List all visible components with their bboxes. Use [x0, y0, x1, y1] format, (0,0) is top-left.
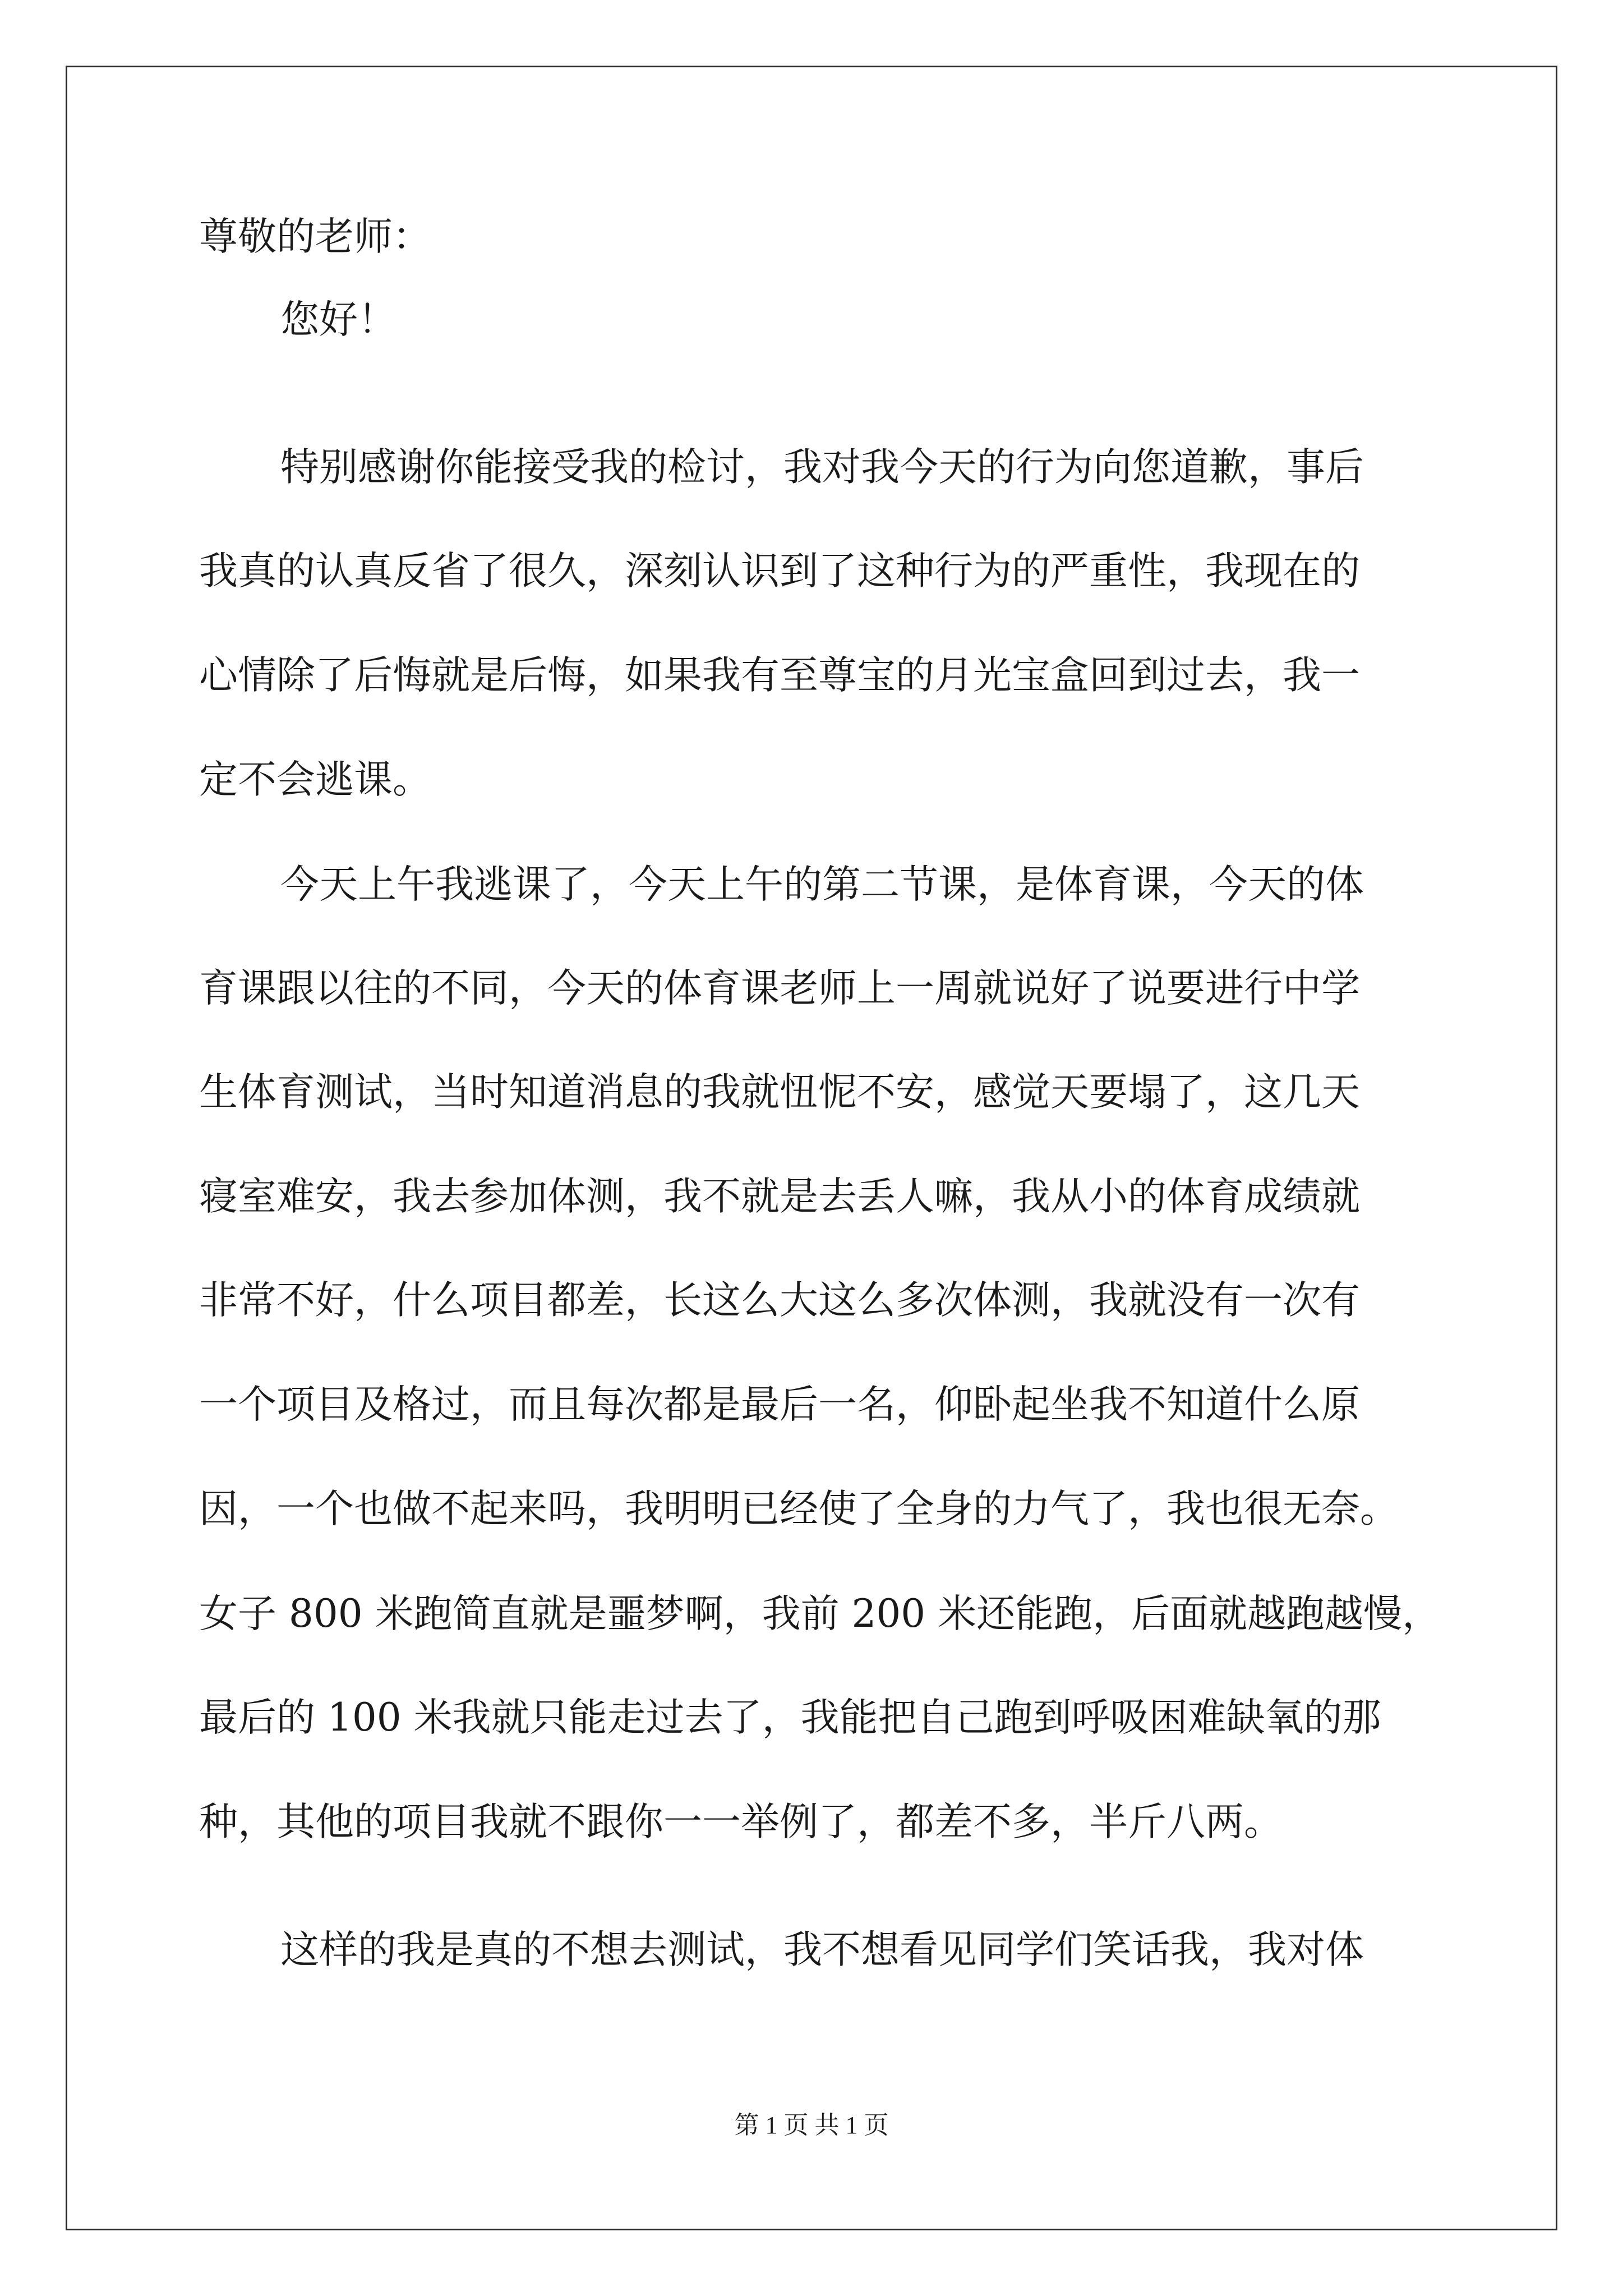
paragraph-line: 心情除了后悔就是后悔，如果我有至尊宝的月光宝盒回到过去，我一	[199, 653, 1360, 698]
page-number-footer: 第 1 页 共 1 页	[734, 2111, 889, 2139]
salutation: 尊敬的老师：	[199, 214, 431, 259]
paragraph-line: 因，一个也做不起来吗，我明明已经使了全身的力气了，我也很无奈。	[199, 1487, 1399, 1531]
paragraph-line: 这样的我是真的不想去测试，我不想看见同学们笑话我，我对体	[280, 1927, 1364, 1972]
paragraph-line: 最后的 100 米我就只能走过去了，我能把自己跑到呼吸困难缺氧的那	[199, 1695, 1381, 1740]
page-border	[66, 66, 1557, 2230]
paragraph-line: 定不会逃课。	[199, 757, 431, 802]
paragraph-line: 特别感谢你能接受我的检讨，我对我今天的行为向您道歉，事后	[280, 445, 1364, 490]
paragraph-line: 育课跟以往的不同，今天的体育课老师上一周就说好了说要进行中学	[199, 966, 1360, 1011]
greeting: 您好！	[280, 297, 396, 342]
paragraph-line: 女子 800 米跑简直就是噩梦啊，我前 200 米还能跑，后面就越跑越慢，	[199, 1591, 1441, 1636]
paragraph-line: 今天上午我逃课了，今天上午的第二节课，是体育课，今天的体	[280, 862, 1364, 907]
paragraph-line: 种，其他的项目我就不跟你一一举例了，都差不多，半斤八两。	[199, 1800, 1283, 1844]
paragraph-line: 生体育测试，当时知道消息的我就忸怩不安，感觉天要塌了，这几天	[199, 1070, 1360, 1115]
paragraph-line: 一个项目及格过，而且每次都是最后一名，仰卧起坐我不知道什么原	[199, 1382, 1360, 1427]
paragraph-line: 非常不好，什么项目都差，长这么大这么多次体测，我就没有一次有	[199, 1278, 1360, 1323]
paragraph-line: 寝室难安，我去参加体测，我不就是去丢人嘛，我从小的体育成绩就	[199, 1174, 1360, 1219]
paragraph-line: 我真的认真反省了很久，深刻认识到了这种行为的严重性，我现在的	[199, 549, 1360, 593]
